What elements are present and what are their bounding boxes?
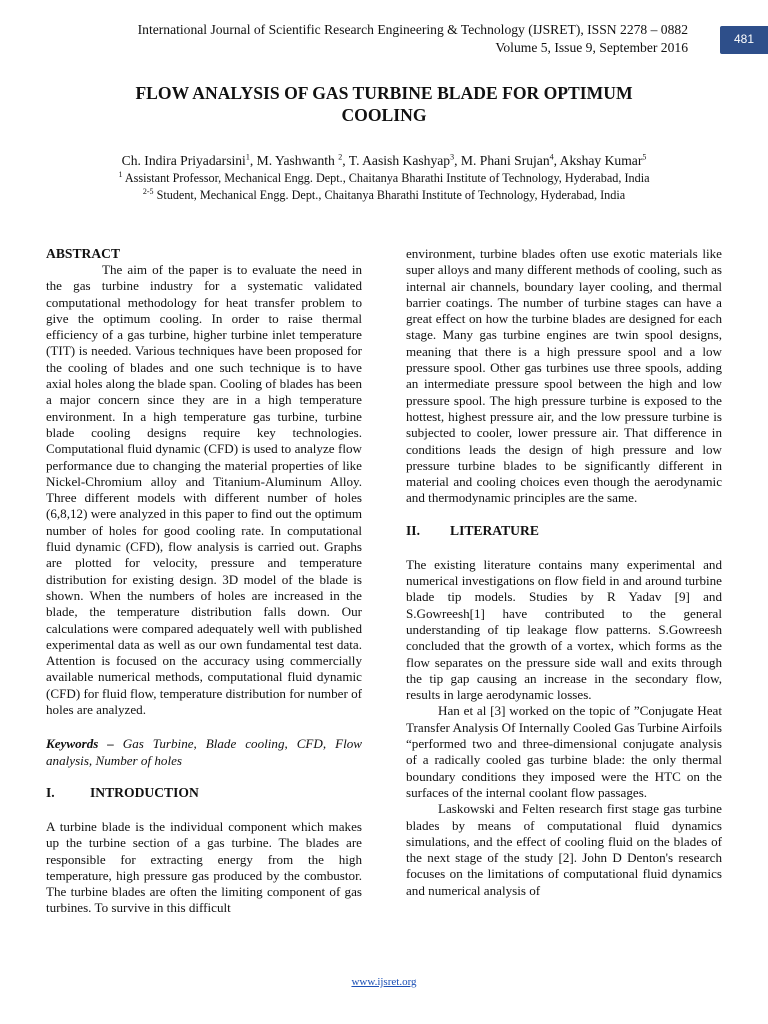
introduction-number: I. xyxy=(46,784,55,800)
introduction-continued: environment, turbine blades often use exotic materials like super alloys and many different methods of cooling, such as internal air channels, boundary layer cooling, and thermal barrier coatings. The number of turbine stages can have a great effect on how the turbine blades are designed for each stage. Many gas turbine engines are twin spool designs, meaning that there is a high pressure spool and a low pressure spool. Other gas turbines use three spools, adding an intermediate pressure spool between the high and low pressure spool. The high pressure turbine is exposed to the hottest, highest pressure air, and the low pressure turbine is subjected to cooler, lower pressure air. That difference in conditions leads the design of high pressure and low pressure turbine blades to be significantly different in material and cooling choices even though the aerodynamic and thermodynamic principles are the same. xyxy=(406,246,722,506)
introduction-heading xyxy=(46,785,362,801)
literature-paragraph-3: Laskowski and Felten research first stage gas turbine blades by means of computational fluid dynamics simulations, and the effect of cooling fluid on the blades of the next stage of the study [2]. John D Denton's research focuses on the limitations of computational fluid dynamics and numerical analysis of xyxy=(406,801,722,898)
volume-issue: Volume 5, Issue 9, September 2016 xyxy=(495,40,688,55)
journal-header: International Journal of Scientific Research Engineering & Technology (IJSRET), ISSN 2278 – 0882 xyxy=(137,22,688,37)
right-column xyxy=(406,246,722,899)
affiliation-2-sup: 2-5 xyxy=(142,186,154,196)
author-1: Ch. Indira Priyadarsini xyxy=(121,153,246,168)
abstract-text: The aim of the paper is to evaluate the need in the gas turbine industry for a systematic validated computational methodology for heat transfer problem to give the optimum cooling. In order to raise thermal efficiency of a gas turbine, higher turbine inlet temperature (TIT) is needed. Various techniques have been proposed for the cooling of blades and one such technique is to have axial holes along the blade span. Cooling of blades has been a major concern since they are in a high temperature environment. In a high temperature gas turbine, turbine blade cooling designs require key technologies. Computational fluid dynamic (CFD) is used to analyze flow performance due to changing the material properties of like Nickel-Chromium alloy and Titanium-Aluminum Alloy. Three different models with different number of holes (6,8,12) were analyzed in this paper to find out the optimum number of holes for good cooling rate. In computational fluid dynamic (CFD), flow analysis is carried out. Graphs are plotted for velocity, pressure and temperature distribution for existing design. 3D model of the blade is shown. When the numbers of holes are increased in the blade, the temperature distribution falls down. Our calculations were compared adequately well with published experimental data as well as our own fundamental test data. Attention is focused on the accuracy using commercially available numerical methods, computational fluid dynamic (CFD) for fluid flow, temperature distribution for number of holes are analyzed. xyxy=(46,262,362,718)
page-number-badge: 481 xyxy=(720,26,768,54)
footer-link[interactable]: www.ijsret.org xyxy=(351,976,417,988)
literature-paragraph-1: The existing literature contains many experimental and numerical investigations on flow field in and around turbine blade tip models. Studies by R Yadav [9] and S.Gowreesh[1] have contributed to the general understanding of tip leakage flow patterns. S.Gowreesh concluded that the growth of a vortex, which forms as the flow separates on the pressure side wall and exits through the tip gap causing an increase in the secondary flow, results in large aerodynamic losses. xyxy=(406,556,722,703)
literature-number: II. xyxy=(406,522,420,538)
literature-title: LITERATURE xyxy=(450,522,539,538)
author-4: , M. Phani Srujan xyxy=(454,153,550,168)
left-column xyxy=(46,246,362,917)
affiliation-2-text: Student, Mechanical Engg. Dept., Chaitanya Bharathi Institute of Technology, Hyderabad, India xyxy=(153,188,626,202)
literature-heading xyxy=(406,523,722,539)
affiliation-1-sup: 1 xyxy=(118,169,123,179)
author-1-sup: 1 xyxy=(245,152,250,162)
affiliation-1-text: Assistant Professor, Mechanical Engg. Dept., Chaitanya Bharathi Institute of Technology, Hyderabad, India xyxy=(122,171,650,185)
author-4-sup: 4 xyxy=(549,152,554,162)
title-line-1: FLOW ANALYSIS OF GAS TURBINE BLADE FOR OPTIMUM xyxy=(135,83,633,103)
keywords-label: Keywords – xyxy=(46,736,114,752)
title-line-2: COOLING xyxy=(341,105,427,125)
affiliation-2 xyxy=(60,187,708,203)
keywords-text: Gas Turbine, Blade cooling, CFD, Flow analysis, Number of holes xyxy=(46,736,362,768)
paper-title xyxy=(60,82,708,126)
introduction-title: INTRODUCTION xyxy=(90,784,199,800)
affiliation-1 xyxy=(60,170,708,186)
abstract-heading: ABSTRACT xyxy=(46,246,121,261)
author-5-sup: 5 xyxy=(642,152,647,162)
keywords xyxy=(46,736,362,769)
author-3-sup: 3 xyxy=(450,152,455,162)
author-2: , M. Yashwanth xyxy=(249,153,339,168)
introduction-text: A turbine blade is the individual component which makes up the turbine section of a gas turbine. The blades are responsible for extracting energy from the high temperature, high pressure gas produced by the combustor. The turbine blades are often the limiting component of gas turbines. To survive in this difficult xyxy=(46,818,362,916)
literature-paragraph-2: Han et al [3] worked on the topic of ”Conjugate Heat Transfer Analysis Of Internally Cooled Gas Turbine Airfoils “performed two and three-dimensional conjugate analysis of a radically cooled gas turbine blade: the only thermal boundary conditions they imposed were the HTC on the surfaces of the internal coolant flow passages. xyxy=(406,703,722,800)
author-5: , Akshay Kumar xyxy=(553,153,643,168)
author-list xyxy=(60,152,708,169)
author-2-sup: 2 xyxy=(338,152,343,162)
author-3: , T. Aasish Kashyap xyxy=(342,153,451,168)
